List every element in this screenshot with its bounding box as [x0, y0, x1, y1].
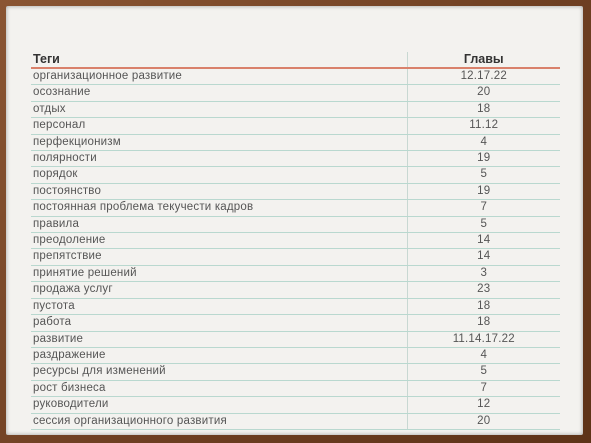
tag-cell: постоянная проблема текучести кадров	[31, 200, 407, 216]
tag-cell: перфекционизм	[31, 134, 407, 150]
table-row	[31, 413, 560, 429]
chapters-cell: 4	[407, 347, 560, 363]
tags-table	[31, 52, 560, 430]
tag-cell: персонал	[31, 118, 407, 134]
table-row	[31, 249, 560, 265]
table-header-row	[31, 52, 560, 68]
table-row	[31, 151, 560, 167]
chapters-cell: 18	[407, 298, 560, 314]
tag-cell: ресурсы для изменений	[31, 364, 407, 380]
tag-cell: раздражение	[31, 347, 407, 363]
table-row	[31, 315, 560, 331]
tag-cell: продажа услуг	[31, 282, 407, 298]
table-row	[31, 68, 560, 85]
tag-cell: полярности	[31, 151, 407, 167]
tag-cell: порядок	[31, 167, 407, 183]
tag-cell: руководители	[31, 397, 407, 413]
tag-cell: постоянство	[31, 183, 407, 199]
chapters-cell: 12.17.22	[407, 68, 560, 85]
table-row	[31, 380, 560, 396]
chapters-cell: 20	[407, 413, 560, 429]
table-row	[31, 183, 560, 199]
tags-column-header: Теги	[31, 52, 407, 68]
tag-cell: отдых	[31, 101, 407, 117]
chapters-cell: 11.14.17.22	[407, 331, 560, 347]
chapters-cell: 20	[407, 85, 560, 101]
chapters-cell: 7	[407, 200, 560, 216]
chapters-cell: 14	[407, 249, 560, 265]
chapters-cell: 3	[407, 265, 560, 281]
table-row	[31, 364, 560, 380]
table-row	[31, 216, 560, 232]
chapters-cell: 11.12	[407, 118, 560, 134]
chapters-cell: 23	[407, 282, 560, 298]
table-row	[31, 101, 560, 117]
tag-cell: работа	[31, 315, 407, 331]
table-row	[31, 233, 560, 249]
tag-cell: принятие решений	[31, 265, 407, 281]
chapters-cell: 12	[407, 397, 560, 413]
table-row	[31, 85, 560, 101]
chapters-cell: 19	[407, 151, 560, 167]
chapters-cell: 5	[407, 216, 560, 232]
table-row	[31, 397, 560, 413]
chapters-cell: 18	[407, 101, 560, 117]
chapters-cell: 14	[407, 233, 560, 249]
table-row	[31, 347, 560, 363]
table-body	[31, 68, 560, 429]
tag-cell: сессия организационного развития	[31, 413, 407, 429]
chapters-cell: 19	[407, 183, 560, 199]
tag-cell: осознание	[31, 85, 407, 101]
tag-cell: препятствие	[31, 249, 407, 265]
tag-cell: пустота	[31, 298, 407, 314]
table-row	[31, 265, 560, 281]
chapters-column-header: Главы	[407, 52, 560, 68]
table-row	[31, 282, 560, 298]
chapters-cell: 18	[407, 315, 560, 331]
chapters-cell: 4	[407, 134, 560, 150]
tag-cell: правила	[31, 216, 407, 232]
tag-cell: организационное развитие	[31, 68, 407, 85]
table-row	[31, 331, 560, 347]
tag-cell: развитие	[31, 331, 407, 347]
table-row	[31, 200, 560, 216]
table-row	[31, 134, 560, 150]
table-row	[31, 118, 560, 134]
table-row	[31, 298, 560, 314]
tag-cell: преодоление	[31, 233, 407, 249]
chapters-cell: 5	[407, 364, 560, 380]
chapters-cell: 5	[407, 167, 560, 183]
table-row	[31, 167, 560, 183]
tag-cell: рост бизнеса	[31, 380, 407, 396]
chapters-cell: 7	[407, 380, 560, 396]
